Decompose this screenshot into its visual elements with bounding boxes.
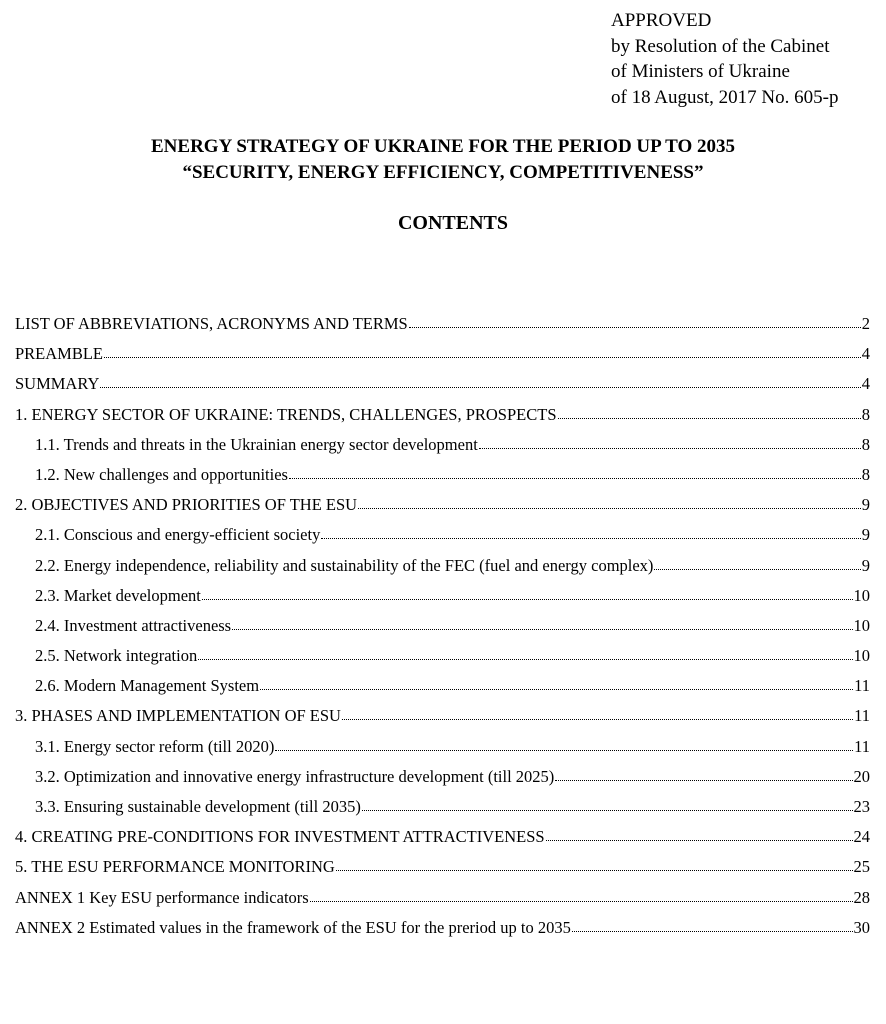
toc-leader-dots [342,709,853,721]
approval-line: of 18 August, 2017 No. 605-p [611,86,839,108]
toc-entry-page: 11 [854,736,870,756]
toc-subentry[interactable] [15,795,870,825]
toc-leader-dots [202,589,853,601]
toc-leader-dots [555,770,852,782]
toc-leader-dots [260,679,853,691]
toc-entry[interactable] [15,342,870,372]
toc-entry-label: LIST OF ABBREVIATIONS, ACRONYMS AND TERMS [15,314,408,333]
toc-entry[interactable] [15,403,870,433]
toc-entry-page: 11 [854,706,870,726]
toc-entry-label: 2.2. Energy independence, reliability and sustainability of the FEC (fuel and energy complex) [35,555,654,575]
toc-entry-page: 9 [861,555,870,575]
toc-entry-label: 3. PHASES AND IMPLEMENTATION OF ESU [15,706,341,726]
toc-entry-page: 8 [861,464,870,484]
toc-subentry[interactable] [15,433,870,463]
toc-entry-page: 10 [853,615,870,635]
toc-leader-dots [310,891,853,903]
toc-entry-page: 9 [861,495,870,515]
toc-entry[interactable] [15,493,870,523]
toc-entry-label: ANNEX 2 Estimated values in the framework of the ESU for the preriod up to 2035 [15,917,571,937]
toc-entry-label: 1.2. New challenges and opportunities [35,464,288,484]
toc-entry-page: 8 [861,434,870,454]
toc-subentry[interactable] [15,614,870,644]
toc-entry-label: 4. CREATING PRE-CONDITIONS FOR INVESTMENT ATTRACTIVENESS [15,827,545,847]
toc-entry-label: SUMMARY [15,374,100,394]
toc-entry-page: 24 [853,827,870,847]
toc-entry-page: 9 [861,525,870,545]
toc-leader-dots [654,559,860,571]
document-title [0,134,886,186]
toc-entry[interactable] [15,704,870,734]
toc-entry-page: 20 [853,766,870,786]
approval-line: by Resolution of the Cabinet [611,35,830,57]
toc-entry-label: 2.4. Investment attractiveness [35,615,232,635]
approval-line: APPROVED [611,10,712,31]
title-line: ENERGY STRATEGY OF UKRAINE FOR THE PERIOD UP TO 2035 [151,136,735,157]
toc-entry-label: 2.3. Market development [35,585,201,605]
toc-leader-dots [558,408,861,420]
toc-entry-label: 2.1. Conscious and energy-efficient society [35,525,321,545]
toc-entry-label: 2.5. Network integration [35,646,198,666]
toc-entry-page: 28 [853,887,870,907]
toc-entry[interactable] [15,855,870,885]
toc-entry[interactable] [15,312,870,342]
toc-entry-label: PREAMBLE [15,344,104,364]
toc-entry[interactable] [15,372,870,402]
toc-subentry[interactable] [15,554,870,584]
toc-subentry[interactable] [15,644,870,674]
contents-heading: CONTENTS [397,212,509,234]
toc-subentry[interactable] [15,584,870,614]
toc-entry-page: 11 [854,676,870,696]
toc-leader-dots [409,317,861,329]
toc-entry-label: 3.2. Optimization and innovative energy infrastructure development (till 2025) [35,766,555,786]
toc-entry-label: 5. THE ESU PERFORMANCE MONITORING [15,857,335,877]
toc-leader-dots [362,800,853,812]
toc-entry-page: 30 [853,917,870,937]
toc-subentry[interactable] [15,674,870,704]
toc-entry-label: 3.1. Energy sector reform (till 2020) [35,736,275,756]
toc-entry-page: 10 [853,585,870,605]
toc-leader-dots [198,649,852,661]
toc-entry-page: 2 [861,314,870,333]
toc-leader-dots [336,860,853,872]
toc-leader-dots [546,830,853,842]
toc-entry[interactable] [15,886,870,916]
toc-entry-page: 25 [853,857,870,877]
toc-entry-label: 2.6. Modern Management System [35,676,260,696]
toc-leader-dots [321,528,860,540]
table-of-contents [15,312,870,946]
toc-leader-dots [572,921,853,933]
toc-entry-label: 3.3. Ensuring sustainable development (till 2035) [35,797,361,816]
toc-leader-dots [100,377,860,389]
approval-line: of Ministers of Ukraine [611,61,790,82]
toc-entry-page: 23 [853,797,870,816]
toc-entry-label: 1.1. Trends and threats in the Ukrainian energy sector development [35,434,478,454]
toc-entry-label: 1. ENERGY SECTOR OF UKRAINE: TRENDS, CHALLENGES, PROSPECTS [15,404,557,424]
toc-entry[interactable] [15,916,870,946]
toc-leader-dots [479,438,861,450]
toc-subentry[interactable] [15,463,870,493]
toc-subentry[interactable] [15,523,870,553]
toc-entry-page: 10 [853,646,870,666]
toc-leader-dots [275,740,853,752]
toc-entry[interactable] [15,825,870,855]
approval-block [611,8,838,110]
toc-leader-dots [232,619,852,631]
toc-leader-dots [358,498,861,510]
toc-leader-dots [289,468,861,480]
toc-entry-label: 2. OBJECTIVES AND PRIORITIES OF THE ESU [15,495,358,515]
toc-entry-label: ANNEX 1 Key ESU performance indicators [15,887,309,907]
toc-leader-dots [104,347,861,359]
toc-entry-page: 8 [861,404,870,424]
toc-subentry[interactable] [15,735,870,765]
toc-subentry[interactable] [15,765,870,795]
toc-entry-page: 4 [861,344,870,364]
title-line: “SECURITY, ENERGY EFFICIENCY, COMPETITIVENESS” [182,162,704,183]
toc-entry-page: 4 [861,374,870,394]
